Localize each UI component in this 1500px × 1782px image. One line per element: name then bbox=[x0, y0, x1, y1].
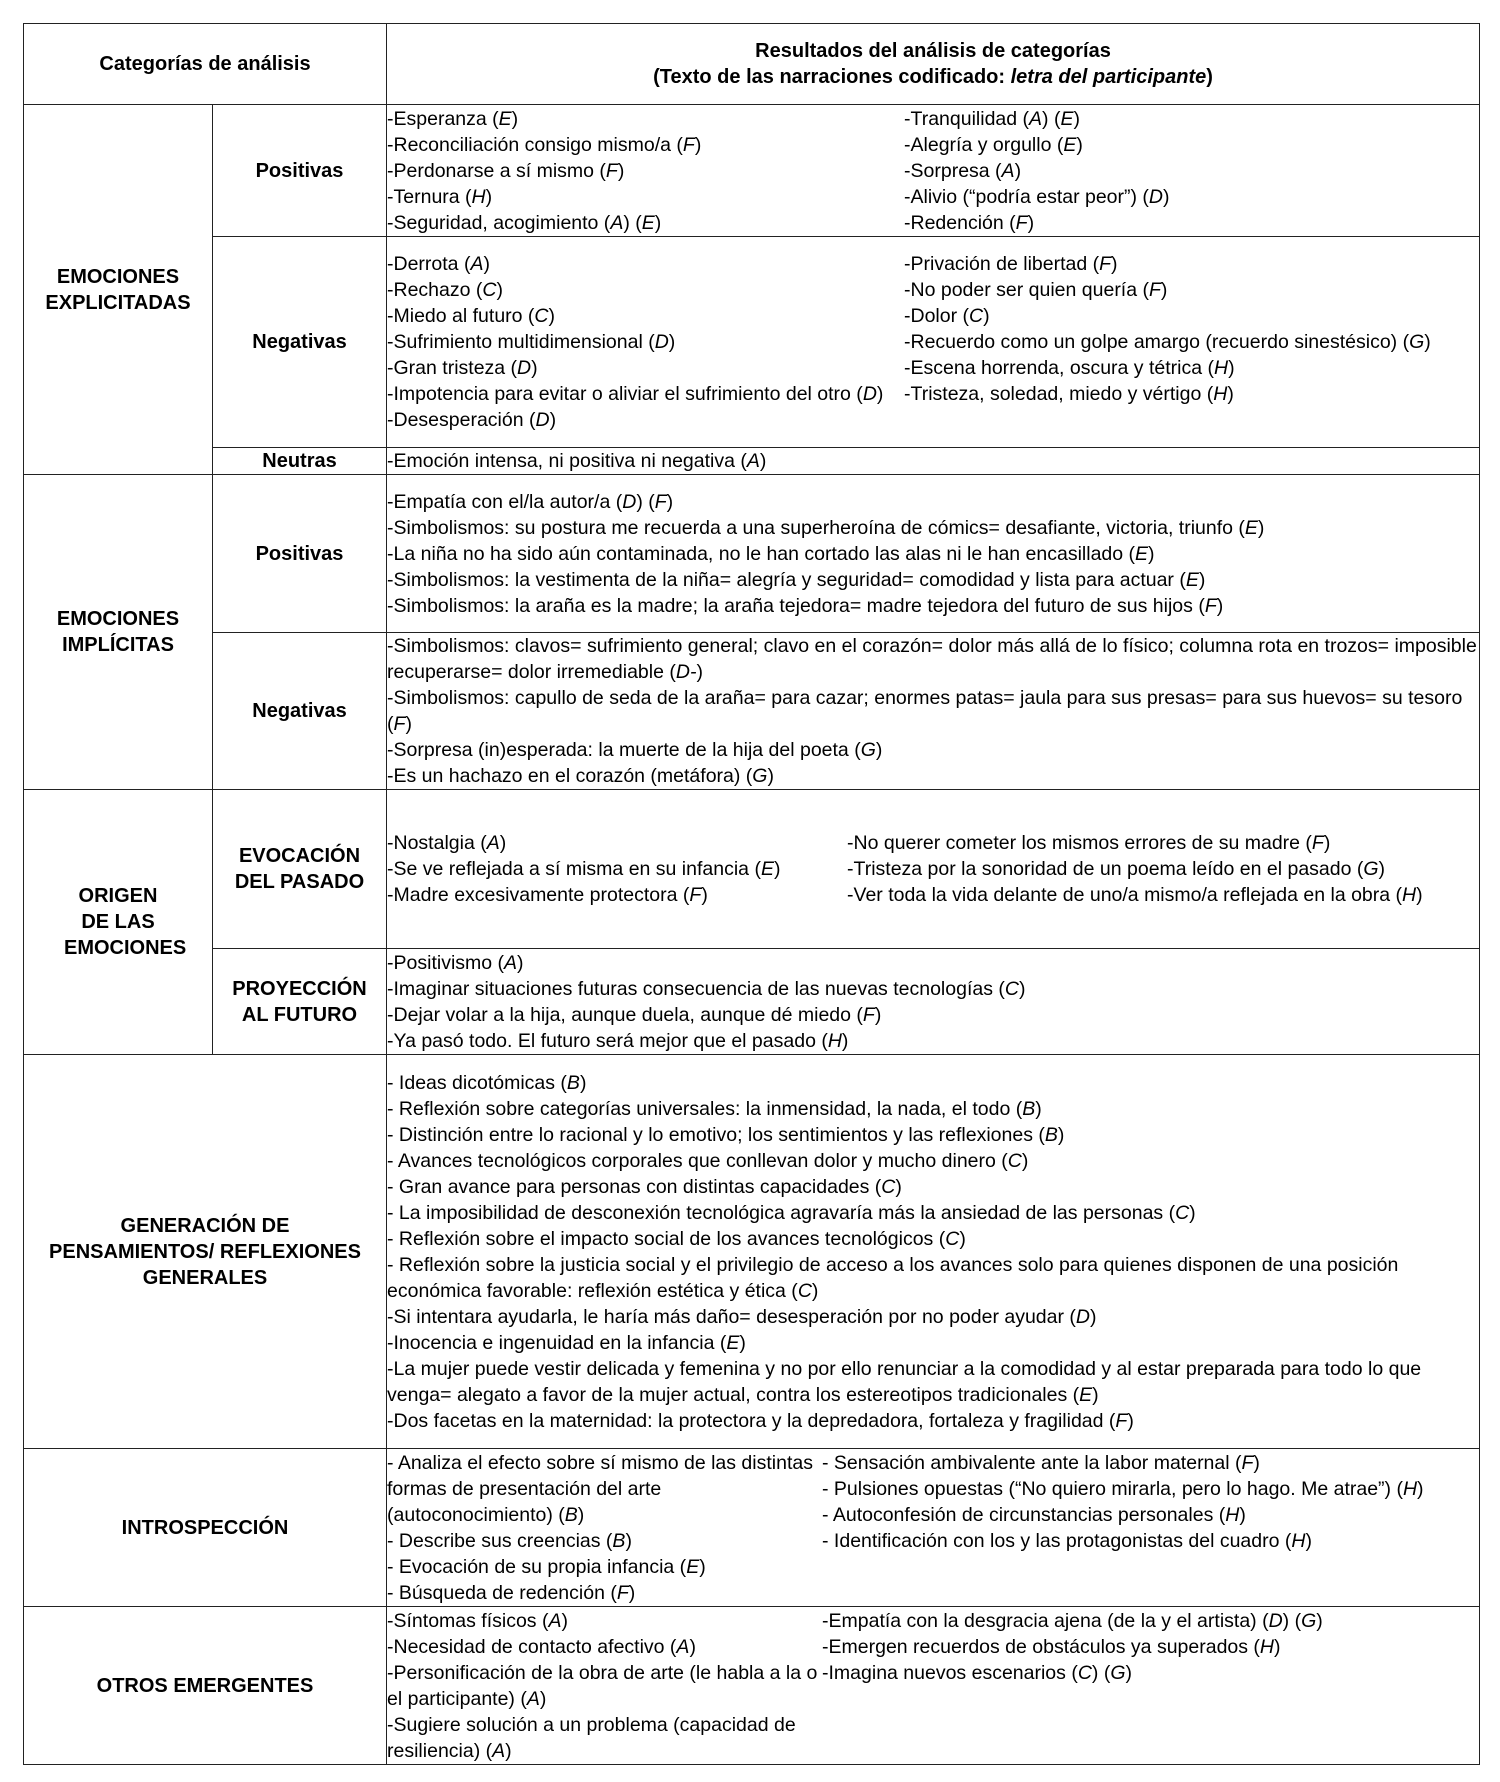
list-item: - Describe sus creencias (B) bbox=[387, 1529, 632, 1552]
participant-code: A bbox=[548, 1609, 562, 1632]
list-right bbox=[847, 830, 1423, 908]
participant-code: F bbox=[654, 490, 667, 513]
participant-code: A bbox=[746, 450, 760, 472]
list-right bbox=[904, 106, 1170, 236]
list-item: -Gran tristeza (D) bbox=[387, 357, 538, 379]
list-right bbox=[822, 1450, 1424, 1606]
subcategory-implicitas-positivas: Positivas bbox=[213, 475, 387, 633]
participant-code: A bbox=[526, 1687, 540, 1710]
list-item: -Tristeza por la sonoridad de un poema leído en el pasado (G) bbox=[847, 858, 1386, 880]
list-item: -Escena horrenda, oscura y tétrica (H) bbox=[904, 357, 1235, 379]
participant-code: E bbox=[1244, 516, 1258, 539]
list-item: -Alivio (“podría estar peor”) (D) bbox=[904, 185, 1170, 208]
category-generacion: GENERACIÓN DE PENSAMIENTOS/ REFLEXIONES GENERALES bbox=[24, 1055, 387, 1449]
participant-code: E bbox=[1135, 542, 1149, 565]
list-item: -Es un hachazo en el corazón (metáfora) (G) bbox=[387, 765, 774, 787]
list-item: -Positivismo (A) bbox=[387, 951, 524, 974]
participant-code: F bbox=[1115, 1409, 1128, 1432]
participant-code: D bbox=[1148, 185, 1164, 208]
header-categories-label: Categorías de análisis bbox=[99, 53, 311, 75]
list-item: -Simbolismos: clavos= sufrimiento general; clavo en el corazón= dolor más allá de lo físico; columna rota en trozos= imposible recuperarse= dolor irremediable (D-) bbox=[387, 635, 1483, 683]
participant-code: C bbox=[1004, 977, 1019, 1000]
participant-code: E bbox=[641, 211, 655, 234]
participant-code: H bbox=[1213, 383, 1228, 405]
participant-code: F bbox=[605, 159, 618, 182]
list-item: -Redención (F) bbox=[904, 211, 1035, 234]
category-otros: OTROS EMERGENTES bbox=[24, 1607, 387, 1765]
header-results-italic: letra del participante bbox=[1010, 66, 1207, 88]
participant-code: F bbox=[1015, 211, 1028, 234]
list-item: -Simbolismos: la araña es la madre; la araña tejedora= madre tejedora del futuro de sus hijos (F) bbox=[387, 594, 1224, 617]
table-row bbox=[24, 1607, 1480, 1765]
table-row bbox=[24, 790, 1480, 949]
list-item: - Reflexión sobre la justicia social y el privilegio de acceso a los avances solo para quienes disponen de una posición económica favorable: reflexión estética y ética (C) bbox=[387, 1253, 1404, 1302]
category-explicitadas: EMOCIONES EXPLICITADAS bbox=[24, 105, 213, 475]
participant-code: C bbox=[969, 305, 984, 327]
list-item: -Desesperación (D) bbox=[387, 409, 557, 431]
header-categories bbox=[24, 24, 387, 105]
participant-code: C bbox=[945, 1227, 960, 1250]
table-row bbox=[24, 949, 1480, 1055]
list-left bbox=[387, 106, 904, 236]
participant-code: C bbox=[1077, 1661, 1092, 1684]
list-item: -Dolor (C) bbox=[904, 305, 990, 327]
subcategory-implicitas-negativas: Negativas bbox=[213, 633, 387, 790]
participant-code: E bbox=[498, 107, 512, 130]
list-item: -Ya pasó todo. El futuro será mejor que el pasado (H) bbox=[387, 1029, 849, 1052]
participant-code: A bbox=[486, 832, 500, 854]
list-item: - Evocación de su propia infancia (E) bbox=[387, 1555, 706, 1578]
participant-code: C bbox=[534, 305, 549, 327]
list-item: -Tranquilidad (A) (E) bbox=[904, 107, 1080, 130]
list-item: - Ideas dicotómicas (B) bbox=[387, 1071, 587, 1094]
list-item: -No poder ser quien quería (F) bbox=[904, 279, 1168, 301]
category-implicitas: EMOCIONES IMPLÍCITAS bbox=[24, 475, 213, 790]
participant-code: C bbox=[1175, 1201, 1190, 1224]
participant-code: G bbox=[1301, 1609, 1317, 1632]
list-item: -Dos facetas en la maternidad: la protectora y la depredadora, fortaleza y fragilidad (F) bbox=[387, 1409, 1134, 1432]
participant-code: B bbox=[1022, 1097, 1036, 1120]
participant-code: D bbox=[622, 490, 637, 513]
list-left bbox=[387, 1608, 822, 1764]
participant-code: A bbox=[1029, 107, 1043, 130]
list-item: -Tristeza, soledad, miedo y vértigo (H) bbox=[904, 383, 1234, 405]
participant-code: D bbox=[862, 383, 877, 405]
participant-code: A bbox=[610, 211, 624, 234]
subcategory-proyeccion: PROYECCIÓN AL FUTURO bbox=[213, 949, 387, 1055]
list-item: -Emoción intensa, ni positiva ni negativa (A) bbox=[387, 450, 767, 472]
participant-code: H bbox=[1291, 1529, 1306, 1552]
participant-code: D bbox=[535, 409, 550, 431]
participant-code: C bbox=[881, 1175, 896, 1198]
list-item: -Seguridad, acogimiento (A) (E) bbox=[387, 211, 662, 234]
content-explicitadas-positivas bbox=[387, 105, 1480, 237]
participant-code: D bbox=[517, 357, 532, 379]
participant-code: A bbox=[492, 1739, 506, 1762]
list-item: -Recuerdo como un golpe amargo (recuerdo sinestésico) (G) bbox=[904, 331, 1431, 353]
list-item: - Búsqueda de redención (F) bbox=[387, 1581, 636, 1604]
participant-code: H bbox=[1402, 884, 1417, 906]
participant-code: C bbox=[1007, 1149, 1022, 1172]
list-item: -Imaginar situaciones futuras consecuencia de las nuevas tecnologías (C) bbox=[387, 977, 1026, 1000]
list-item: -La niña no ha sido aún contaminada, no le han cortado las alas ni le han encasillado (E) bbox=[387, 542, 1155, 565]
participant-code: A bbox=[1001, 159, 1015, 182]
participant-code: B bbox=[566, 1071, 580, 1094]
list-item: -Imagina nuevos escenarios (C) (G) bbox=[822, 1661, 1132, 1684]
list-item: -No querer cometer los mismos errores de su madre (F) bbox=[847, 832, 1331, 854]
participant-code: H bbox=[1214, 357, 1229, 379]
content-evocacion bbox=[387, 790, 1480, 949]
participant-code: F bbox=[862, 1003, 875, 1026]
list-item: - Identificación con los y las protagonistas del cuadro (H) bbox=[822, 1529, 1312, 1552]
participant-code: E bbox=[1079, 1383, 1093, 1406]
participant-code: A bbox=[676, 1635, 690, 1658]
list-item: -Simbolismos: la vestimenta de la niña= alegría y seguridad= comodidad y lista para actuar (E) bbox=[387, 568, 1206, 591]
participant-code: F bbox=[1311, 832, 1324, 854]
participant-code: D bbox=[654, 331, 669, 353]
list-right bbox=[904, 251, 1431, 433]
list-item: -Alegría y orgullo (E) bbox=[904, 133, 1083, 156]
participant-code: D bbox=[1268, 1609, 1283, 1632]
list-item: -Madre excesivamente protectora (F) bbox=[387, 884, 708, 906]
content-proyeccion bbox=[387, 949, 1480, 1055]
participant-code: F bbox=[1148, 279, 1161, 301]
category-analysis-table bbox=[23, 23, 1483, 1765]
subcategory-explicitadas-negativas: Negativas bbox=[213, 237, 387, 448]
list-item: - Autoconfesión de circunstancias personales (H) bbox=[822, 1503, 1246, 1526]
table-row bbox=[24, 237, 1480, 448]
content-explicitadas-neutras bbox=[387, 448, 1480, 475]
participant-code: A bbox=[504, 951, 518, 974]
table-row bbox=[24, 448, 1480, 475]
list-item: -Impotencia para evitar o aliviar el sufrimiento del otro (D) bbox=[387, 383, 884, 405]
list-item: -Perdonarse a sí mismo (F) bbox=[387, 159, 625, 182]
list-item: -Nostalgia (A) bbox=[387, 832, 507, 854]
list-item: - Gran avance para personas con distintas capacidades (C) bbox=[387, 1175, 902, 1198]
content-implicitas-positivas bbox=[387, 475, 1480, 633]
list-item: -Sugiere solución a un problema (capacidad de resiliencia) (A) bbox=[387, 1713, 802, 1762]
list-item: -Necesidad de contacto afectivo (A) bbox=[387, 1635, 696, 1658]
list-item: -Rechazo (C) bbox=[387, 279, 503, 301]
category-introspeccion: INTROSPECCIÓN bbox=[24, 1449, 387, 1607]
participant-code: G bbox=[1110, 1661, 1126, 1684]
list-item: - Distinción entre lo racional y lo emotivo; los sentimientos y las reflexiones (B) bbox=[387, 1123, 1065, 1146]
list-item: -Sorpresa (A) bbox=[904, 159, 1022, 182]
table-row bbox=[24, 1449, 1480, 1607]
content-explicitadas-negativas bbox=[387, 237, 1480, 448]
participant-code: E bbox=[726, 1331, 740, 1354]
list-item: -Sorpresa (in)esperada: la muerte de la hija del poeta (G) bbox=[387, 739, 883, 761]
table-row bbox=[24, 633, 1480, 790]
subcategory-evocacion: EVOCACIÓN DEL PASADO bbox=[213, 790, 387, 949]
list-item: - La imposibilidad de desconexión tecnológica agravaría más la ansiedad de las personas (C) bbox=[387, 1201, 1196, 1224]
list-item: -La mujer puede vestir delicada y femenina y no por ello renunciar a la comodidad y al estar preparada para todo lo que venga= alegato a favor de la mujer actual, contra los estereotipos tradicionales (E) bbox=[387, 1357, 1427, 1406]
list-item: -Reconciliación consigo mismo/a (F) bbox=[387, 133, 702, 156]
participant-code: E bbox=[760, 858, 774, 880]
table-row bbox=[24, 475, 1480, 633]
header-results bbox=[387, 24, 1480, 105]
participant-code: F bbox=[1099, 253, 1112, 275]
participant-code: H bbox=[1402, 1477, 1418, 1500]
list-item: -Emergen recuerdos de obstáculos ya superados (H) bbox=[822, 1635, 1281, 1658]
list-item: - Pulsiones opuestas (“No quiero mirarla, pero lo hago. Me atrae”) (H) bbox=[822, 1477, 1424, 1500]
participant-code: E bbox=[1060, 107, 1074, 130]
participant-code: H bbox=[1225, 1503, 1240, 1526]
header-results-line2 bbox=[387, 64, 1479, 90]
content-implicitas-negativas bbox=[387, 633, 1483, 790]
list-item: -Se ve reflejada a sí misma en su infancia (E) bbox=[387, 858, 781, 880]
header-results-pre: (Texto de las narraciones codificado: bbox=[653, 66, 1011, 88]
header-results-post: ) bbox=[1206, 66, 1213, 88]
participant-code: F bbox=[1204, 594, 1217, 617]
list-item: -Síntomas físicos (A) bbox=[387, 1609, 568, 1632]
list-item: -Empatía con el/la autor/a (D) (F) bbox=[387, 490, 674, 513]
list-item: -Sufrimiento multidimensional (D) bbox=[387, 331, 676, 353]
participant-code: F bbox=[1241, 1451, 1254, 1474]
participant-code: G bbox=[860, 739, 876, 761]
list-item: -Inocencia e ingenuidad en la infancia (E) bbox=[387, 1331, 746, 1354]
content-otros bbox=[387, 1607, 1480, 1765]
participant-code: D bbox=[1075, 1305, 1090, 1328]
participant-code: B bbox=[564, 1503, 578, 1526]
participant-code: G bbox=[752, 765, 768, 787]
participant-code: A bbox=[470, 253, 484, 275]
list-left bbox=[387, 251, 904, 433]
list-right bbox=[822, 1608, 1323, 1764]
list-left bbox=[387, 1450, 822, 1606]
content-introspeccion bbox=[387, 1449, 1480, 1607]
participant-code: B bbox=[1044, 1123, 1058, 1146]
participant-code: F bbox=[393, 713, 406, 735]
participant-code: C bbox=[482, 279, 497, 301]
list-item: - Reflexión sobre el impacto social de los avances tecnológicos (C) bbox=[387, 1227, 966, 1250]
participant-code: B bbox=[612, 1529, 626, 1552]
participant-code: H bbox=[827, 1029, 842, 1052]
list-item: -Ver toda la vida delante de uno/a mismo/a reflejada en la obra (H) bbox=[847, 884, 1423, 906]
table-row bbox=[24, 105, 1480, 237]
participant-code: G bbox=[1409, 331, 1425, 353]
header-results-line1: Resultados del análisis de categorías bbox=[755, 40, 1111, 62]
participant-code: E bbox=[1063, 133, 1077, 156]
participant-code: C bbox=[797, 1279, 812, 1302]
table-row bbox=[24, 1055, 1480, 1449]
participant-code: H bbox=[471, 185, 486, 208]
list-item: -Esperanza (E) bbox=[387, 107, 519, 130]
category-origen: ORIGEN DE LAS EMOCIONES bbox=[24, 790, 213, 1055]
list-item: - Avances tecnológicos corporales que conllevan dolor y mucho dinero (C) bbox=[387, 1149, 1029, 1172]
list-item: -Simbolismos: su postura me recuerda a una superheroína de cómics= desafiante, victoria, triunfo (E) bbox=[387, 516, 1265, 539]
list-left bbox=[387, 830, 847, 908]
list-item: -Dejar volar a la hija, aunque duela, aunque dé miedo (F) bbox=[387, 1003, 882, 1026]
participant-code: H bbox=[1259, 1635, 1275, 1658]
list-item: -Empatía con la desgracia ajena (de la y el artista) (D) (G) bbox=[822, 1609, 1323, 1632]
participant-code: F bbox=[682, 133, 695, 156]
list-item: -Privación de libertad (F) bbox=[904, 253, 1118, 275]
list-item: -Si intentara ayudarla, le haría más daño= desesperación por no poder ayudar (D) bbox=[387, 1305, 1097, 1328]
list-item: -Personificación de la obra de arte (le habla a la o el participante) (A) bbox=[387, 1661, 823, 1710]
list-item: - Sensación ambivalente ante la labor maternal (F) bbox=[822, 1451, 1260, 1474]
list-item: -Derrota (A) bbox=[387, 253, 490, 275]
participant-code: E bbox=[1185, 568, 1199, 591]
list-item: - Analiza el efecto sobre sí mismo de las distintas formas de presentación del arte (autoconocimiento) (B) bbox=[387, 1451, 819, 1526]
list-item: - Reflexión sobre categorías universales: la inmensidad, la nada, el todo (B) bbox=[387, 1097, 1042, 1120]
list-item: -Ternura (H) bbox=[387, 185, 493, 208]
subcategory-explicitadas-neutras: Neutras bbox=[213, 448, 387, 475]
list-item: -Simbolismos: capullo de seda de la araña= para cazar; enormes patas= jaula para sus presas= para sus huevos= su tesoro (F) bbox=[387, 687, 1468, 735]
participant-code: E bbox=[686, 1555, 700, 1578]
list-item: -Miedo al futuro (C) bbox=[387, 305, 556, 327]
participant-code: F bbox=[616, 1581, 629, 1604]
subcategory-explicitadas-positivas: Positivas bbox=[213, 105, 387, 237]
table-header-row bbox=[24, 24, 1480, 105]
participant-code: D- bbox=[675, 661, 697, 683]
participant-code: G bbox=[1363, 858, 1379, 880]
participant-code: F bbox=[689, 884, 702, 906]
content-generacion bbox=[387, 1055, 1480, 1449]
